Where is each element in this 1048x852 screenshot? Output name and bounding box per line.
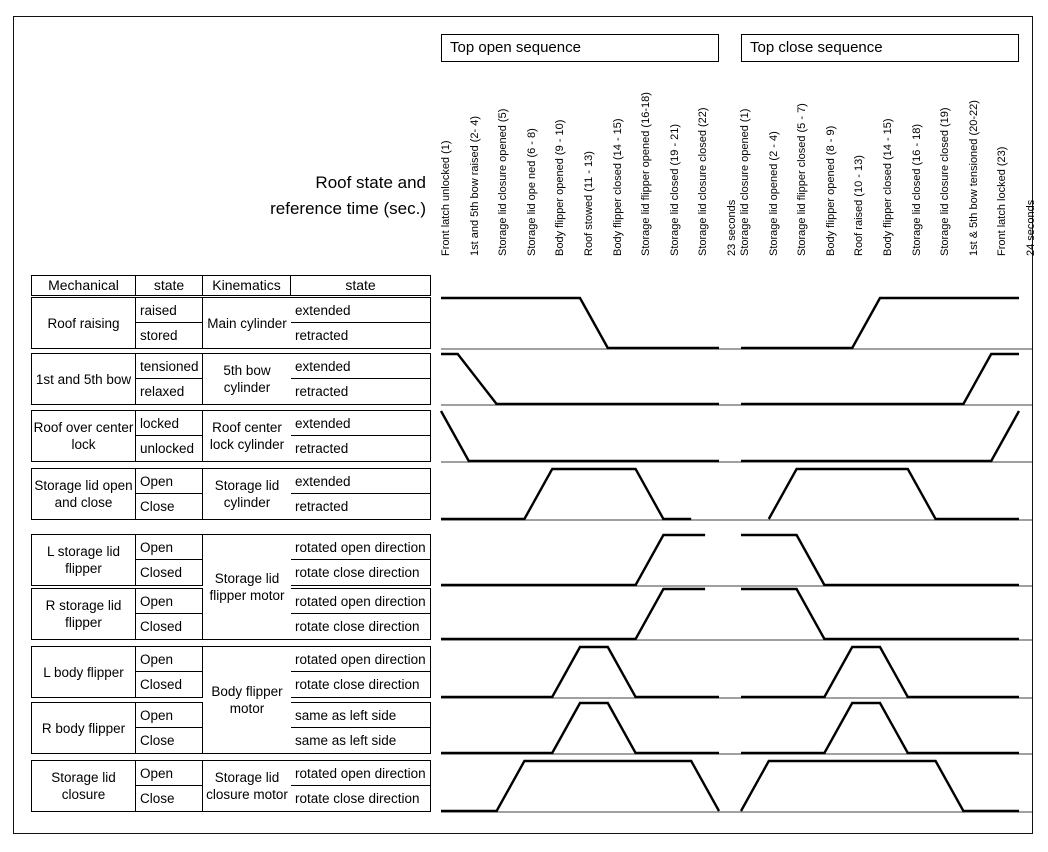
open-step-label: Storage lid closed (19 - 21) — [668, 123, 681, 256]
mechanical-cell: Roof over center lock — [31, 410, 136, 462]
state-cell: Close — [136, 728, 203, 754]
open-step-label: 23 seconds — [726, 199, 738, 256]
roof-title-line-2: reference time (sec.) — [270, 199, 426, 218]
close-waveform-2 — [741, 354, 1019, 404]
open-waveform-3 — [441, 411, 719, 461]
kinematic-state-cell: retracted — [291, 379, 431, 405]
state-cell: Closed — [136, 672, 203, 698]
kinematic-state-cell: same as left side — [291, 702, 431, 728]
state-cell: Close — [136, 494, 203, 520]
open-sequence-title: Top open sequence — [441, 34, 719, 62]
state-cell: stored — [136, 323, 203, 349]
open-step-label: Storage lid ope ned (6 - 8) — [525, 128, 538, 256]
open-waveform-4 — [441, 469, 691, 519]
header-mechanical: Mechanical — [31, 275, 136, 296]
kinematic-state-cell: same as left side — [291, 728, 431, 754]
close-waveform-4 — [769, 469, 1019, 519]
close-step-label: Roof raised (10 - 13) — [853, 155, 866, 256]
kinematic-state-cell: rotated open direction — [291, 588, 431, 614]
close-waveform-6 — [741, 589, 1019, 639]
close-waveform-9 — [741, 761, 1019, 811]
kinematic-state-cell: extended — [291, 410, 431, 436]
state-cell: Open — [136, 760, 203, 786]
close-waveform-1 — [741, 298, 1019, 348]
state-cell: locked — [136, 410, 203, 436]
kinematics-cell: Body flipper motor — [203, 646, 291, 754]
kinematic-state-cell: rotate close direction — [291, 672, 431, 698]
close-step-label: Storage lid opened (2 - 4) — [767, 131, 780, 256]
kinematic-state-cell: rotate close direction — [291, 786, 431, 812]
kinematic-state-cell: retracted — [291, 494, 431, 520]
open-waveform-7 — [441, 647, 719, 697]
open-step-label: Storage lid closure closed (22) — [697, 107, 710, 256]
close-step-label: Front latch locked (23) — [996, 146, 1009, 256]
close-step-label: Body flipper opened (8 - 9) — [824, 125, 837, 256]
close-waveform-8 — [741, 703, 1019, 753]
mechanical-cell: Storage lid closure — [31, 760, 136, 812]
kinematic-state-cell: extended — [291, 353, 431, 379]
close-waveform-5 — [741, 535, 1019, 585]
state-cell: unlocked — [136, 436, 203, 462]
kinematics-cell: Storage lid cylinder — [203, 468, 291, 520]
close-step-label: Storage lid closure opened (1) — [739, 108, 751, 256]
open-step-label: Storage lid closure opened (5) — [497, 108, 510, 256]
kinematic-state-cell: extended — [291, 468, 431, 494]
kinematic-state-cell: rotated open direction — [291, 646, 431, 672]
close-step-label: 1st & 5th bow tensioned (20-22) — [967, 100, 980, 256]
state-cell: Closed — [136, 560, 203, 586]
open-step-label: Storage lid flipper opened (16-18) — [640, 92, 653, 256]
kinematic-state-cell: rotated open direction — [291, 760, 431, 786]
close-step-label: Body flipper closed (14 - 15) — [882, 118, 894, 256]
mechanical-cell: 1st and 5th bow — [31, 353, 136, 405]
close-waveform-3 — [741, 411, 1019, 461]
close-waveform-7 — [741, 647, 1019, 697]
roof-title-line-1: Roof state and — [315, 173, 426, 192]
close-sequence-title: Top close sequence — [741, 34, 1019, 62]
kinematic-state-cell: retracted — [291, 436, 431, 462]
state-cell: tensioned — [136, 353, 203, 379]
open-waveform-8 — [441, 703, 719, 753]
mechanical-cell: R body flipper — [31, 702, 136, 754]
kinematic-state-cell: rotate close direction — [291, 560, 431, 586]
kinematic-state-cell: retracted — [291, 323, 431, 349]
close-step-label: Storage lid flipper closed (5 - 7) — [796, 103, 809, 256]
state-cell: Open — [136, 534, 203, 560]
kinematic-state-cell: rotate close direction — [291, 614, 431, 640]
open-waveform-5 — [441, 535, 705, 585]
header-state: state — [136, 275, 203, 296]
kinematics-cell: 5th bow cylinder — [203, 353, 291, 405]
open-step-label: 1st and 5th bow raised (2- 4) — [468, 115, 481, 256]
open-waveform-6 — [441, 589, 705, 639]
mechanical-cell: R storage lid flipper — [31, 588, 136, 640]
close-step-label: Storage lid closure closed (19) — [939, 107, 952, 256]
header-kinematics-state: state — [291, 275, 431, 296]
close-step-label: 24 seconds — [1025, 199, 1037, 256]
state-cell: Close — [136, 786, 203, 812]
state-cell: Closed — [136, 614, 203, 640]
open-waveform-2 — [441, 354, 719, 404]
kinematic-state-cell: rotated open direction — [291, 534, 431, 560]
state-cell: Open — [136, 702, 203, 728]
open-step-label: Body flipper closed (14 - 15) — [611, 118, 624, 256]
header-kinematics: Kinematics — [203, 275, 291, 296]
open-waveform-9 — [441, 761, 719, 811]
open-step-label: Front latch unlocked (1) — [440, 140, 452, 256]
kinematics-cell: Roof center lock cylinder — [203, 410, 291, 462]
mechanical-cell: L body flipper — [31, 646, 136, 698]
mechanical-cell: L storage lid flipper — [31, 534, 136, 586]
state-cell: Open — [136, 588, 203, 614]
open-step-label: Body flipper opened (9 - 10) — [554, 119, 567, 256]
kinematic-state-cell: extended — [291, 297, 431, 323]
mechanical-cell: Storage lid open and close — [31, 468, 136, 520]
close-step-label: Storage lid closed (16 - 18) — [910, 123, 923, 256]
open-step-label: Roof stowed (11 - 13) — [583, 151, 595, 256]
state-cell: Open — [136, 468, 203, 494]
kinematics-cell: Main cylinder — [203, 297, 291, 349]
open-waveform-1 — [441, 298, 719, 348]
state-cell: relaxed — [136, 379, 203, 405]
state-cell: raised — [136, 297, 203, 323]
mechanical-cell: Roof raising — [31, 297, 136, 349]
kinematics-cell: Storage lid flipper motor — [203, 534, 291, 640]
kinematics-cell: Storage lid closure motor — [203, 760, 291, 812]
state-cell: Open — [136, 646, 203, 672]
